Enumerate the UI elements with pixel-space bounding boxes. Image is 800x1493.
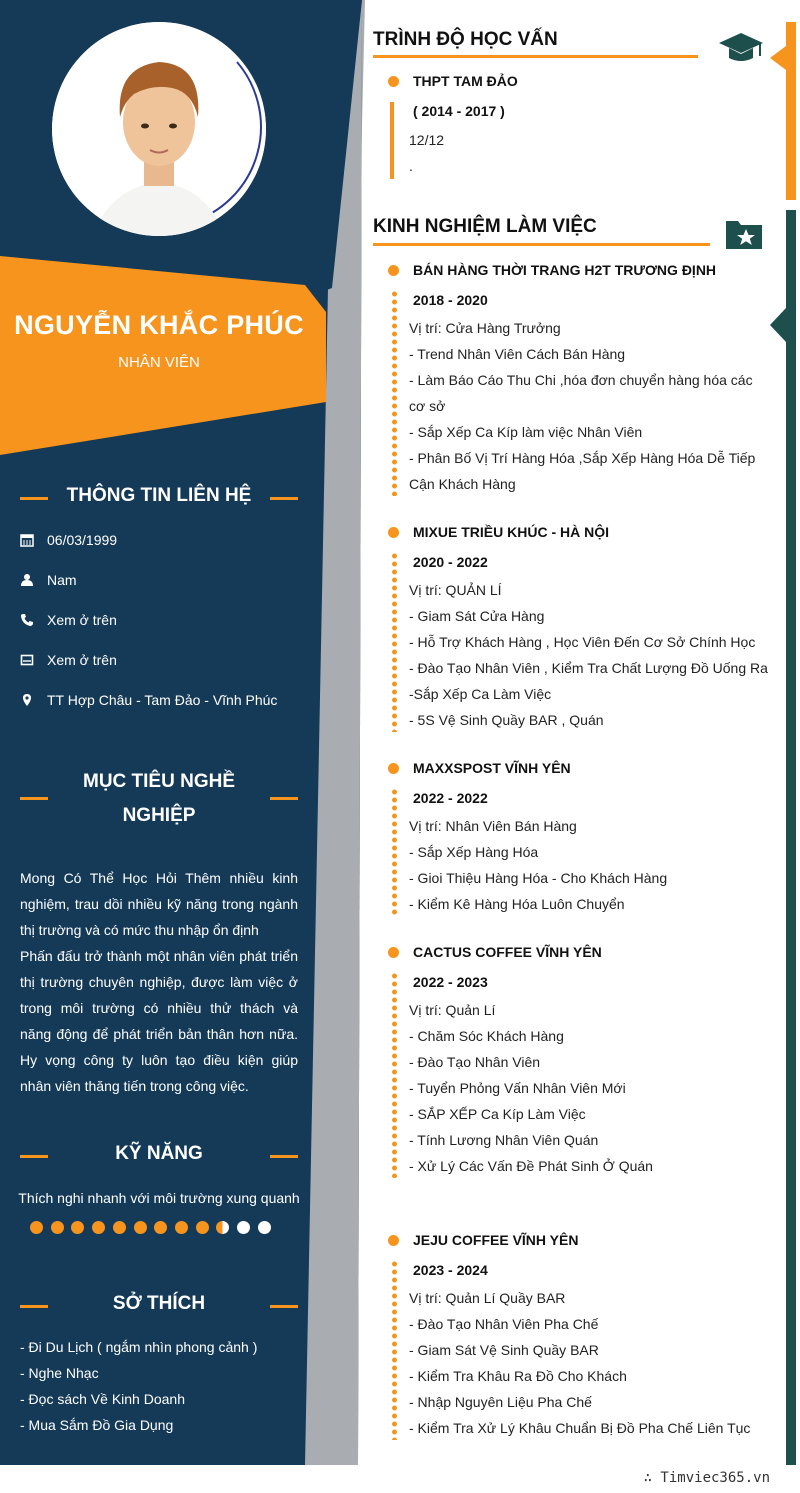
education-note: .	[409, 158, 413, 174]
skill-dot	[51, 1221, 64, 1234]
job-company: BÁN HÀNG THỜI TRANG H2T TRƯƠNG ĐỊNH	[413, 262, 717, 278]
job-detail: - Sắp Xếp Ca Kíp làm việc Nhân Viên	[409, 424, 643, 440]
hobby-item: - Đọc sách Về Kinh Doanh	[20, 1391, 185, 1407]
job-detail: - Sắp Xếp Hàng Hóa	[409, 844, 539, 860]
education-heading: TRÌNH ĐỘ HỌC VẤN	[373, 29, 558, 50]
job-detail: - Làm Báo Cáo Thu Chi ,hóa đơn chuyển hàng hóa các	[409, 372, 753, 388]
job-detail: Vị trí: Quản Lí Quầy BAR	[409, 1290, 566, 1306]
job-years: 2022 - 2023	[413, 974, 488, 990]
job-detail: - Nhập Nguyên Liệu Pha Chế	[409, 1394, 592, 1410]
job-detail: Vị trí: Cửa Hàng Trưởng	[409, 320, 561, 336]
avatar	[52, 22, 266, 236]
job-detail: - Kiểm Kê Hàng Hóa Luôn Chuyển	[409, 896, 625, 912]
education-underline	[373, 55, 698, 58]
job-bullet	[388, 527, 399, 538]
job-detail: - 5S Vệ Sinh Quầy BAR , Quán	[409, 712, 604, 728]
job-detail: - Chăm Sóc Khách Hàng	[409, 1028, 564, 1044]
job-detail: cơ sở	[409, 398, 446, 414]
job-detail: - Kiểm Tra Xử Lý Khâu Chuẩn Bị Đồ Pha Chế Liên Tục	[409, 1420, 751, 1436]
experience-underline	[373, 243, 710, 246]
job-company: JEJU COFFEE VĨNH YÊN	[413, 1232, 579, 1248]
job-detail: - Giam Sát Cửa Hàng	[409, 608, 545, 624]
job-timeline	[392, 788, 397, 916]
hobbies-heading: SỞ THÍCH	[20, 1290, 298, 1320]
skill-dot	[92, 1221, 105, 1234]
job-bullet	[388, 1235, 399, 1246]
job-years: 2018 - 2020	[413, 292, 488, 308]
candidate-name: NGUYỄN KHẮC PHÚC	[14, 310, 304, 340]
job-detail: - Phân Bố Vị Trí Hàng Hóa ,Sắp Xếp Hàng Hóa Dễ Tiếp	[409, 450, 756, 466]
objective-text	[20, 865, 298, 1099]
job-detail: - Đào Tạo Nhân Viên	[409, 1054, 541, 1070]
job-detail: Cận Khách Hàng	[409, 476, 516, 492]
location-icon	[20, 693, 34, 707]
objective-paragraph-1: Mong Có Thể Học Hỏi Thêm nhiều kinh nghiệm, trau dồi nhiều kỹ năng trong ngành thị trường và có mức thu nhập ổn định	[20, 870, 298, 938]
skill-dot	[113, 1221, 126, 1234]
skill-name: Thích nghi nhanh với môi trường xung quanh	[18, 1190, 300, 1206]
job-bullet	[388, 947, 399, 958]
job-detail: - SẮP XẾP Ca Kíp Làm Việc	[409, 1106, 586, 1122]
hobby-item: - Đi Du Lịch ( ngắm nhìn phong cảnh )	[20, 1339, 258, 1355]
job-detail: - Xử Lý Các Vấn Đề Phát Sinh Ở Quán	[409, 1158, 653, 1174]
person-icon	[20, 573, 34, 587]
contact-heading: THÔNG TIN LIÊN HỆ	[20, 482, 298, 512]
folder-star-icon	[724, 217, 764, 251]
footer-brand: ∴ Timviec365.vn	[643, 1470, 770, 1486]
experience-heading: KINH NGHIỆM LÀM VIỆC	[373, 216, 597, 237]
job-detail: -Sắp Xếp Ca Làm Việc	[409, 686, 552, 702]
graduation-cap-icon	[718, 30, 764, 64]
job-detail: - Hỗ Trợ Khách Hàng , Học Viên Đến Cơ Sở Chính Học	[409, 634, 756, 650]
job-detail: Vị trí: QUẢN LÍ	[409, 582, 502, 598]
cv-page: NGUYỄN KHẮC PHÚC NHÂN VIÊN THÔNG TIN LIÊN HỆ 06/03/1999 Nam Xem ở trên Xem ở trên TT Hợp Châu - Tam Đảo - Vĩnh Phúc MỤC TIÊU NGHỀ NGHIỆP Mong Có Thể Học Hỏi Thêm nhiều kinh nghiệm, trau dồi nhiều kỹ năng trong ngành thị trường và có mức thu nhập ổn định Phấn đấu trở thành một nhân viên phát triển thị trường chuyên nghiệp, được làm việc ở trong môi trường có nhiều thử thách và năng động để phát triển bản thân hơn nữa. Hy vọng công ty luôn tạo điều kiện giúp nhân viên thăng tiến trong công việc. KỸ NĂNG Thích nghi nhanh với môi trường xung quanh SỞ THÍCH - Đi Du Lịch ( ngắm nhìn phong cảnh ) - Nghe Nhạc - Đọc sách Về Kinh Doanh - Mua Sắm Đồ Gia Dụng TRÌNH ĐỘ HỌC VẤN THPT TAM ĐẢO ( 2014 - 2017 ) 12/12 . KINH NGHIỆM LÀM VIỆC BÁN HÀNG THỜI TRANG H2T TRƯƠNG ĐỊNH 2018 - 2020 Vị trí: Cửa Hàng Trưởng - Trend Nhân Viên Cách Bán Hàng - Làm Báo Cáo Thu Chi ,hóa đơn chuyển hàng hóa các cơ sở - Sắp Xếp Ca Kíp làm việc Nhân Viên - Phân Bố Vị Trí Hàng Hóa ,Sắp Xếp Hàng Hóa Dễ Tiếp Cận Khách Hàng MIXUE TRIỀU KHÚC - HÀ NỘI 2020 - 2022 Vị trí: QUẢN LÍ - Giam Sát Cửa Hàng - Hỗ Trợ Khách Hàng , Học Viên Đến Cơ Sở Chính Học - Đào Tạo Nhân Viên , Kiểm Tra Chất Lượng Đồ Uống Ra -Sắp Xếp Ca Làm Việc - 5S Vệ Sinh Quầy BAR , Quán MAXXSPOST VĨNH YÊN 2022 - 2022 Vị trí: Nhân Viên Bán Hàng - Sắp Xếp Hàng Hóa - Gioi Thiệu Hàng Hóa - Cho Khách Hàng - Kiểm Kê Hàng Hóa Luôn Chuyển CACTUS COFFEE VĨNH YÊN 2022 - 2023 Vị trí: Quản Lí - Chăm Sóc Khách Hàng - Đào Tạo Nhân Viên - Tuyển Phỏng Vấn Nhân Viên Mới - SẮP XẾP Ca Kíp Làm Việc - Tính Lương Nhân Viên Quán - Xử Lý Các Vấn Đề Phát Sinh Ở Quán JEJU COFFEE VĨNH YÊN 2023 - 2024 Vị trí: Quản Lí Quầy BAR - Đào Tạo Nhân Viên Pha Chế - Giam Sát Vệ Sinh Quầy BAR - Kiểm Tra Khâu Ra Đồ Cho Khách - Nhập Nguyên Liệu Pha Chế - Kiểm Tra Xử Lý Khâu Chuẩn Bị Đồ Pha Chế Liên Tục ∴ Timviec365.vn	[0, 0, 800, 1493]
job-timeline	[392, 290, 397, 496]
education-timeline	[390, 102, 394, 179]
education-bullet	[388, 76, 399, 87]
job-bullet	[388, 763, 399, 774]
job-company: MAXXSPOST VĨNH YÊN	[413, 760, 571, 776]
job-years: 2020 - 2022	[413, 554, 488, 570]
candidate-role: NHÂN VIÊN	[118, 354, 200, 371]
job-detail: - Trend Nhân Viên Cách Bán Hàng	[409, 346, 626, 362]
job-timeline	[392, 1260, 397, 1440]
objective-heading: MỤC TIÊU NGHỀ NGHIỆP	[20, 765, 298, 829]
job-years: 2022 - 2022	[413, 790, 488, 806]
job-detail: Vị trí: Quản Lí	[409, 1002, 496, 1018]
education-grade: 12/12	[409, 132, 445, 148]
education-school: THPT TAM ĐẢO	[413, 73, 518, 89]
hobby-item: - Mua Sắm Đồ Gia Dụng	[20, 1417, 174, 1433]
hobby-item: - Nghe Nhạc	[20, 1365, 99, 1381]
job-detail: - Gioi Thiệu Hàng Hóa - Cho Khách Hàng	[409, 870, 668, 886]
job-company: CACTUS COFFEE VĨNH YÊN	[413, 944, 602, 960]
skill-dot	[258, 1221, 271, 1234]
email-icon	[20, 653, 34, 667]
objective-paragraph-2: Phấn đấu trở thành một nhân viên phát triển thị trường chuyên nghiệp, được làm việc ở trong môi trường có nhiều thử thách và năng động để phát triển bản thân hơn nữa. Hy vọng công ty luôn tạo điều kiện giúp nhân viên thăng tiến trong công việc.	[20, 948, 298, 1094]
job-company: MIXUE TRIỀU KHÚC - HÀ NỘI	[413, 524, 609, 540]
skill-dot	[237, 1221, 250, 1234]
job-detail: - Đào Tạo Nhân Viên , Kiểm Tra Chất Lượng Đồ Uống Ra	[409, 660, 768, 676]
skill-dot	[30, 1221, 43, 1234]
education-years: ( 2014 - 2017 )	[413, 103, 505, 119]
calendar-icon	[20, 533, 34, 547]
skill-dot	[134, 1221, 147, 1234]
job-bullet	[388, 265, 399, 276]
skills-heading: KỸ NĂNG	[20, 1140, 298, 1170]
job-detail: - Tính Lương Nhân Viên Quán	[409, 1132, 599, 1148]
skill-dot	[175, 1221, 188, 1234]
job-years: 2023 - 2024	[413, 1262, 488, 1278]
job-timeline	[392, 552, 397, 732]
skill-dot	[196, 1221, 209, 1234]
job-detail: Vị trí: Nhân Viên Bán Hàng	[409, 818, 577, 834]
phone-icon	[20, 613, 34, 627]
job-detail: - Đào Tạo Nhân Viên Pha Chế	[409, 1316, 599, 1332]
job-detail: - Tuyển Phỏng Vấn Nhân Viên Mới	[409, 1080, 626, 1096]
job-detail: - Giam Sát Vệ Sinh Quầy BAR	[409, 1342, 599, 1358]
job-timeline	[392, 972, 397, 1178]
job-detail: - Kiểm Tra Khâu Ra Đồ Cho Khách	[409, 1368, 627, 1384]
